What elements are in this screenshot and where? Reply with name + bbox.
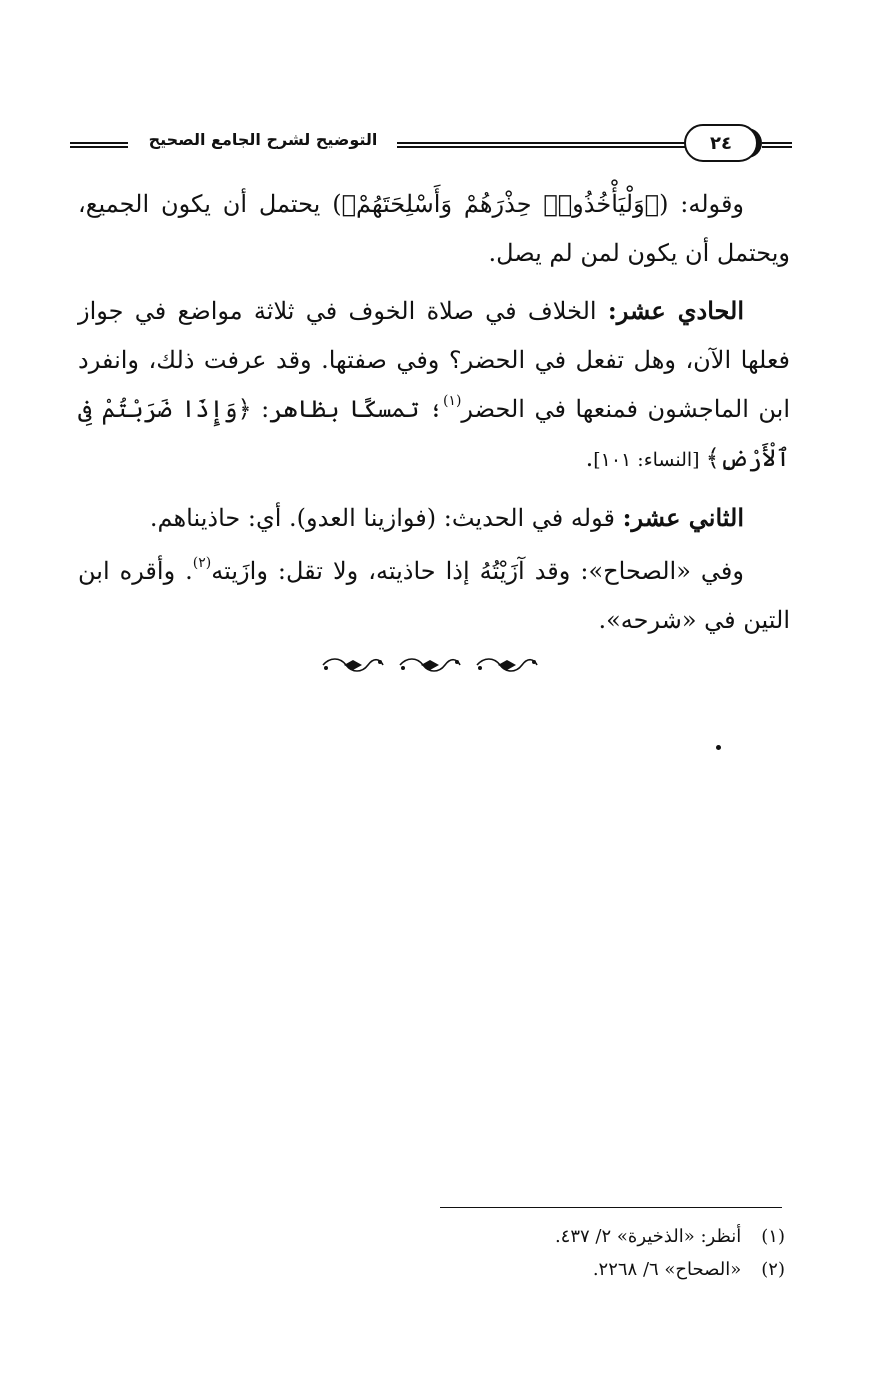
- quran-verse-2: ﴿وَإِذَا ضَرَبْتُمْ فِى ٱلْأَرْضِ﴾: [78, 395, 790, 472]
- quran-reference: [النساء: ١٠١]: [593, 449, 706, 471]
- p2-end: .: [585, 444, 594, 472]
- header-rule-middle: [397, 142, 687, 148]
- footnote-number: (١): [761, 1226, 785, 1247]
- p2-text-2: ؛ تمسكًا بظاهر:: [251, 395, 443, 423]
- ornament-flourish-icon: [397, 656, 463, 674]
- section-end-ornament: [320, 650, 540, 680]
- book-title: التوضيح لشرح الجامع الصحيح: [148, 130, 378, 149]
- paragraph-1: [78, 180, 790, 278]
- footnote-number: (٢): [761, 1259, 785, 1280]
- p1-suffix: ) يحتمل أن يكون الجميع، ويحتمل أن يكون لمن لم يصل.: [78, 190, 790, 267]
- paragraph-3: [78, 493, 790, 543]
- running-header: [62, 122, 792, 166]
- header-rule-left: [70, 142, 128, 148]
- page-number: ٢٤: [684, 124, 758, 162]
- header-rule-right: [762, 142, 792, 148]
- print-speck: [716, 745, 721, 750]
- footnote-separator: [440, 1207, 782, 1208]
- p3-text: قوله في الحديث: (فوازينا العدو). أي: حاذيناهم.: [149, 504, 623, 532]
- section-heading-12: الثاني عشر:: [622, 503, 744, 532]
- paragraph-4: [78, 547, 790, 645]
- ornament-flourish-icon: [474, 656, 540, 674]
- footnote-marker-2[interactable]: (٢): [192, 555, 212, 571]
- ornament-flourish-icon: [320, 656, 386, 674]
- p4-text-1: وفي «الصحاح»: وقد آزَيْتُهُ إذا حاذيته، ولا تقل: وازَيته: [211, 557, 744, 585]
- footnote-text: أنظر: «الذخيرة» ٢/ ٤٣٧.: [554, 1226, 742, 1247]
- main-text: [78, 180, 790, 649]
- quran-verse-1: ﴿وَلْيَأْخُذُوا۟ حِذْرَهُمْ وَأَسْلِحَتَهُمْ﴾: [341, 190, 660, 218]
- footnotes: [440, 1220, 785, 1286]
- footnote-marker-1[interactable]: (١): [442, 393, 462, 409]
- section-heading-11: الحادي عشر:: [607, 296, 744, 325]
- p2-text-1: الخلاف في صلاة الخوف في ثلاثة مواضع في جواز فعلها الآن، وهل تفعل في الحضر؟ وفي صفتها. وقد عرفت ذلك، وانفرد ابن الماجشون فمنعها في الحضر: [78, 297, 790, 423]
- p1-prefix: وقوله: (: [659, 190, 745, 218]
- footnote-1: [440, 1220, 785, 1253]
- p4-text-2: . وأقره ابن التين في «شرحه».: [78, 557, 790, 634]
- paragraph-2: [78, 286, 790, 485]
- footnote-text: «الصحاح» ٦/ ٢٢٦٨.: [592, 1259, 742, 1280]
- footnote-2: [440, 1253, 785, 1286]
